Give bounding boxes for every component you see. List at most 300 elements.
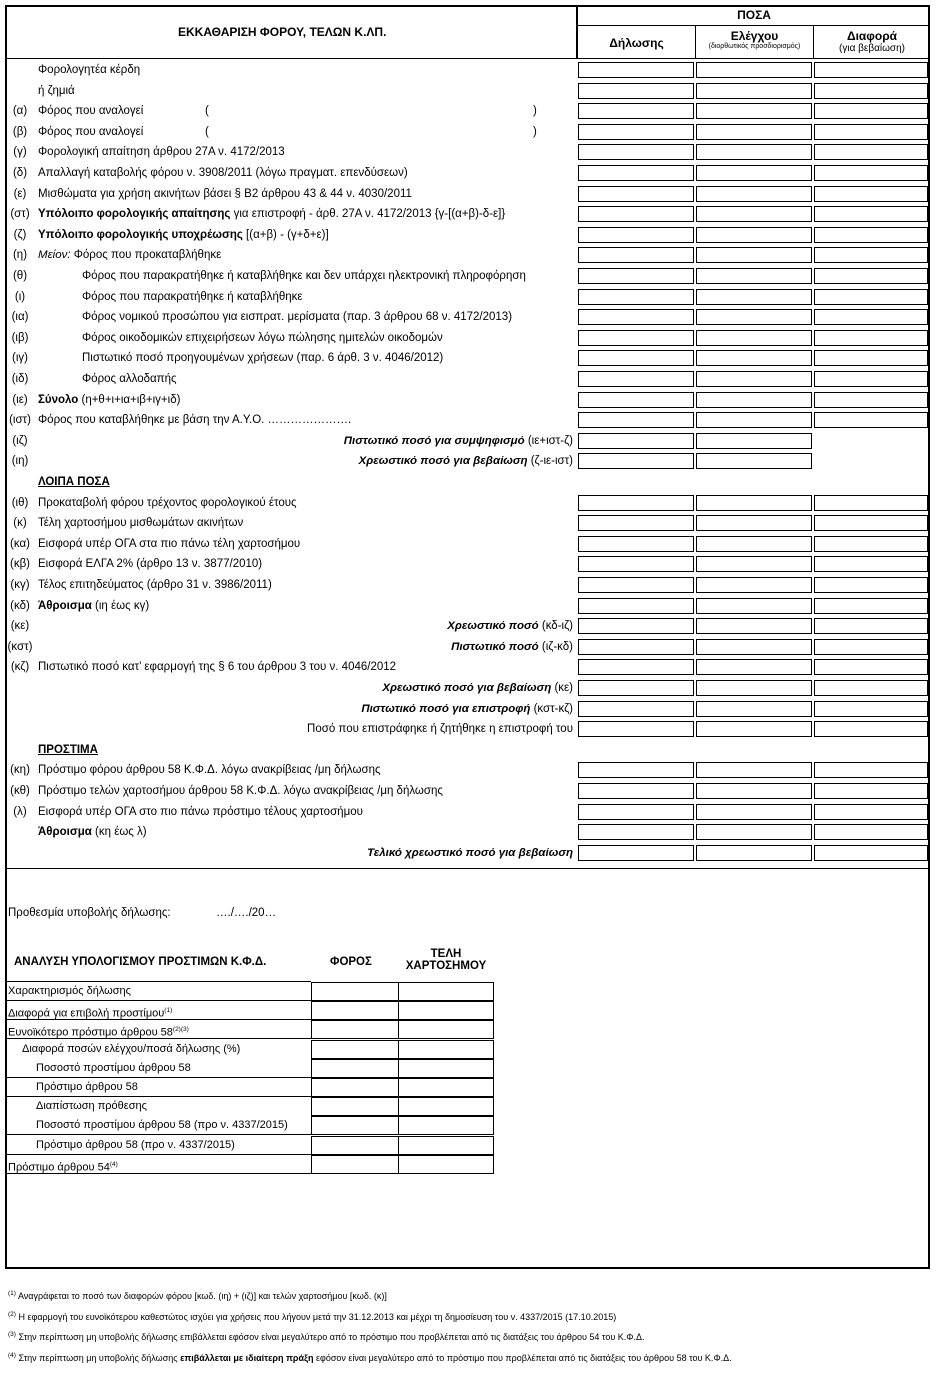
row-text: Εισφορά ΕΛΓΑ 2% (άρθρο 13 ν. 3877/2010) <box>38 558 263 571</box>
row-text: Φόρος νομικού προσώπου για εισπρατ. μερίσματα (παρ. 3 άρθρου 68 ν. 4172/2013) <box>82 311 513 324</box>
col-difference-sub: (για βεβαίωση) <box>839 43 905 54</box>
analysis-cell[interactable] <box>311 1155 399 1174</box>
amount-cell[interactable] <box>696 247 812 263</box>
analysis-row-label: Διαπίστωση πρόθεσης <box>36 1100 147 1113</box>
amount-cell[interactable] <box>578 845 694 861</box>
row-text: Μισθώματα για χρήση ακινήτων βάσει § Β2 άρθρου 43 & 44 ν. 4030/2011 <box>38 187 412 200</box>
amount-cell[interactable] <box>578 330 694 346</box>
col-audit-sub: (διορθωτικός προσδιορισμός) <box>708 43 801 50</box>
analysis-row <box>5 1136 311 1155</box>
amount-cell[interactable] <box>814 330 928 346</box>
row-code: (κστ) <box>7 640 33 653</box>
settlement-row <box>5 699 576 720</box>
row-label <box>38 163 408 184</box>
footnote <box>8 1290 387 1301</box>
settlement-row <box>5 307 576 328</box>
row-label <box>38 184 412 205</box>
settlement-row <box>5 245 576 266</box>
settlement-row <box>5 802 576 823</box>
amount-cell[interactable] <box>696 83 812 99</box>
row-text: Φόρος που παρακρατήθηκε ή καταβλήθηκε <box>82 290 303 303</box>
amount-cell[interactable] <box>696 350 812 366</box>
row-code: (ε) <box>13 187 27 200</box>
col-audit-header <box>696 26 814 59</box>
analysis-cell[interactable] <box>311 1040 399 1059</box>
settlement-row <box>5 348 576 369</box>
analysis-col-stamp <box>398 948 494 972</box>
row-label <box>38 554 262 575</box>
amount-cell[interactable] <box>696 433 812 449</box>
footnote-number: (2) <box>8 1310 16 1318</box>
amount-cell[interactable] <box>696 701 812 717</box>
amount-cell[interactable] <box>814 824 928 840</box>
settlement-row <box>5 740 576 761</box>
amount-cell[interactable] <box>814 783 928 799</box>
amount-cell[interactable] <box>696 639 812 655</box>
row-label <box>82 287 303 308</box>
amount-cell[interactable] <box>578 289 694 305</box>
analysis-row <box>5 1059 311 1078</box>
analysis-cell[interactable] <box>311 1020 399 1039</box>
row-text: Προκαταβολή φόρου τρέχοντος φορολογικού έτους <box>38 496 297 509</box>
analysis-cell[interactable] <box>398 1136 494 1155</box>
amount-cell[interactable] <box>696 618 812 634</box>
amount-cell[interactable] <box>814 124 928 140</box>
amount-cell[interactable] <box>696 412 812 428</box>
amount-cell[interactable] <box>696 103 812 119</box>
row-code: (κ) <box>13 517 27 530</box>
amount-cell[interactable] <box>814 495 928 511</box>
amount-cell[interactable] <box>578 639 694 655</box>
amount-cell[interactable] <box>578 515 694 531</box>
amounts-header-title: ΠΟΣΑ <box>578 5 930 26</box>
amount-cell[interactable] <box>696 124 812 140</box>
settlement-row <box>5 369 576 390</box>
row-bold: Υπόλοιπο φορολογικής απαίτησης <box>38 208 231 221</box>
row-label <box>38 781 443 802</box>
paren-close: ) <box>533 105 537 118</box>
amount-cell[interactable] <box>578 618 694 634</box>
analysis-cell[interactable] <box>311 1059 399 1078</box>
footnote-number: (3) <box>8 1331 16 1338</box>
amount-cell[interactable] <box>814 721 928 737</box>
amount-cell[interactable] <box>814 103 928 119</box>
footnote-bold: επιβάλλεται με ιδιαίτερη πράξη <box>180 1352 314 1363</box>
row-right-label <box>382 678 573 699</box>
row-right-label <box>367 843 573 864</box>
analysis-row <box>5 1001 311 1020</box>
amount-cell[interactable] <box>814 845 928 861</box>
analysis-row <box>5 1155 311 1174</box>
amount-cell[interactable] <box>696 515 812 531</box>
amount-cell[interactable] <box>696 556 812 572</box>
deadline-label: Προθεσμία υποβολής δήλωσης: <box>8 907 171 919</box>
amount-cell[interactable] <box>578 309 694 325</box>
row-label <box>82 328 443 349</box>
amount-cell[interactable] <box>696 577 812 593</box>
footnote-text: Η εφαρμογή του ευνοϊκότερου καθεστώτος ισχύει για χρήσεις που λήγουν μετά την 31.12.2013 και μέχρι τη δημοσίευση του ν. 4337/2015 (17.10.2015) <box>18 1311 617 1322</box>
paren-open: ( <box>205 105 209 118</box>
settlement-row <box>5 575 576 596</box>
row-right-label <box>344 431 573 452</box>
amount-cell[interactable] <box>814 412 928 428</box>
analysis-cell[interactable] <box>398 1078 494 1097</box>
amount-cell[interactable] <box>696 680 812 696</box>
amount-cell[interactable] <box>814 680 928 696</box>
row-code: (κε) <box>10 620 30 633</box>
row-formula: (κστ-κζ) <box>530 702 573 715</box>
row-right-label <box>447 616 573 637</box>
analysis-cell[interactable] <box>398 1020 494 1039</box>
analysis-cell[interactable] <box>311 1116 399 1135</box>
analysis-cell[interactable] <box>398 1097 494 1116</box>
row-text: Φορολογική απαίτηση άρθρου 27Α ν. 4172/2013 <box>38 146 285 159</box>
row-right-label <box>307 719 573 740</box>
amount-cell[interactable] <box>814 350 928 366</box>
section-heading: ΠΡΟΣΤΙΜΑ <box>38 743 98 756</box>
analysis-row <box>5 982 311 1001</box>
analysis-cell[interactable] <box>311 1097 399 1116</box>
amounts-header <box>576 5 930 59</box>
amount-cell[interactable] <box>696 536 812 552</box>
row-text: (ιη έως κγ) <box>91 599 150 612</box>
amount-cell[interactable] <box>814 762 928 778</box>
analysis-row-sup: (2)(3) <box>172 1026 189 1034</box>
settlement-row <box>5 101 576 122</box>
analysis-cell[interactable] <box>398 1116 494 1135</box>
settlement-row <box>5 637 576 658</box>
amount-cell[interactable] <box>814 598 928 614</box>
analysis-col-stamp-line1: ΤΕΛΗ <box>430 948 462 960</box>
amount-cell[interactable] <box>578 62 694 78</box>
row-text: Τέλη χαρτοσήμου μισθωμάτων ακινήτων <box>38 517 244 530</box>
amount-cell[interactable] <box>696 289 812 305</box>
amount-cell[interactable] <box>578 206 694 222</box>
amount-cell[interactable] <box>578 762 694 778</box>
row-label <box>38 142 285 163</box>
amount-cell[interactable] <box>696 783 812 799</box>
amount-cell[interactable] <box>578 103 694 119</box>
row-bold: Σύνολο <box>38 393 79 406</box>
analysis-top-line <box>5 981 311 982</box>
row-label <box>82 307 512 328</box>
amount-cell[interactable] <box>814 577 928 593</box>
row-text: Τέλος επιτηδεύματος (άρθρο 31 ν. 3986/2011) <box>38 579 272 591</box>
settlement-row <box>5 534 576 555</box>
amount-cell[interactable] <box>814 701 928 717</box>
row-label <box>82 266 526 287</box>
row-formula: (κε) <box>551 682 573 694</box>
amount-cell[interactable] <box>696 824 812 840</box>
row-text: Φόρος που προκαταβλήθηκε <box>70 249 222 262</box>
row-text: Πιστωτικό ποσό προηγουμένων χρήσεων (παρ. 6 άρθ. 3 ν. 4046/2012) <box>82 352 444 365</box>
analysis-row <box>5 1078 311 1097</box>
paren-close: ) <box>533 125 537 138</box>
amount-cell[interactable] <box>578 680 694 696</box>
row-text: Εισφορά υπέρ ΟΓΑ στα πιο πάνω τέλη χαρτοσήμου <box>38 537 301 550</box>
row-bold-italic: Χρεωστικό ποσό για βεβαίωση <box>358 455 528 468</box>
row-text: Φορολογητέα κέρδη <box>38 64 141 76</box>
settlement-row <box>5 184 576 205</box>
row-label <box>38 81 75 102</box>
row-right-label <box>361 699 573 720</box>
row-code: (κδ) <box>10 599 30 612</box>
footnote-number: (4) <box>8 1351 16 1359</box>
analysis-row-sup: (1) <box>164 1007 173 1015</box>
row-formula: (ζ-ιε-ιστ) <box>527 455 573 468</box>
amount-cell[interactable] <box>578 186 694 202</box>
footnote-number: (1) <box>8 1290 16 1297</box>
row-text: Φόρος που καταβλήθηκε με βάση την Α.Υ.Ο. …………………. <box>38 414 352 427</box>
amount-cell[interactable] <box>578 659 694 675</box>
amount-cell[interactable] <box>814 83 928 99</box>
analysis-row-label: Ποσοστό προστίμου άρθρου 58 <box>36 1061 191 1074</box>
analysis-col-stamp-line2: ΧΑΡΤΟΣΗΜΟΥ <box>405 960 487 972</box>
amount-cell[interactable] <box>578 165 694 181</box>
row-formula: (κδ-ιζ) <box>538 620 573 633</box>
settlement-row <box>5 493 576 514</box>
row-bold: Άθροισμα <box>38 826 92 839</box>
row-code: (θ) <box>12 270 28 282</box>
amount-cell[interactable] <box>578 124 694 140</box>
row-label <box>38 410 351 431</box>
settlement-row <box>5 81 576 102</box>
amount-cell[interactable] <box>578 227 694 243</box>
amount-cell[interactable] <box>578 824 694 840</box>
amount-cell[interactable] <box>696 227 812 243</box>
row-code: (α) <box>12 105 28 118</box>
settlement-row <box>5 596 576 617</box>
amount-cell[interactable] <box>814 144 928 160</box>
analysis-row <box>5 1116 311 1135</box>
amount-cell[interactable] <box>696 453 812 469</box>
row-text: Εισφορά υπέρ ΟΓΑ στο πιο πάνω πρόστιμο τέλους χαρτοσήμου <box>38 805 363 818</box>
amount-cell[interactable] <box>696 62 812 78</box>
amount-cell[interactable] <box>578 536 694 552</box>
amount-cell[interactable] <box>578 392 694 408</box>
amount-cell[interactable] <box>814 186 928 202</box>
row-code: (ζ) <box>13 228 27 241</box>
analysis-row-label: Πρόστιμο άρθρου 54 <box>8 1161 110 1174</box>
settlement-row <box>5 142 576 163</box>
amount-cell[interactable] <box>696 268 812 284</box>
col-audit-label: Ελέγχου <box>730 29 779 43</box>
amount-cell[interactable] <box>814 227 928 243</box>
analysis-cell[interactable] <box>398 1040 494 1059</box>
analysis-row-label: Ποσοστό προστίμου άρθρου 58 (προ ν. 4337/2015) <box>36 1119 288 1132</box>
footnote-text: Αναγράφεται το ποσό των διαφορών φόρου [κωδ. (ιη) + (ιζ)] και τελών χαρτοσήμου [κωδ. (κ)] <box>17 1291 387 1301</box>
row-bold-italic: Πιστωτικό ποσό <box>451 640 539 653</box>
analysis-row <box>5 1097 311 1116</box>
amount-cell[interactable] <box>814 309 928 325</box>
analysis-cell[interactable] <box>311 1001 399 1020</box>
amount-cell[interactable] <box>814 515 928 531</box>
row-formula: (ιε+ιστ-ζ) <box>524 434 573 447</box>
amount-cell[interactable] <box>578 268 694 284</box>
amount-cell[interactable] <box>696 206 812 222</box>
amount-cell[interactable] <box>696 165 812 181</box>
row-right-label <box>359 451 573 472</box>
amount-cell[interactable] <box>696 392 812 408</box>
analysis-row-label: Ευνοϊκότερο πρόστιμο άρθρου 58 <box>8 1027 173 1040</box>
analysis-cell[interactable] <box>398 1155 494 1174</box>
amount-cell[interactable] <box>696 659 812 675</box>
row-label <box>38 60 140 81</box>
row-text: για επιστροφή - άρθ. 27Α ν. 4172/2013 {γ-[(α+β)-δ-ε]} <box>230 208 506 221</box>
row-label <box>38 760 381 781</box>
amount-cell[interactable] <box>814 62 928 78</box>
amount-cell[interactable] <box>578 721 694 737</box>
analysis-cell[interactable] <box>398 1059 494 1078</box>
row-bold-italic: Πιστωτικό ποσό για συμψηφισμό <box>343 434 525 447</box>
amount-cell[interactable] <box>814 536 928 552</box>
analysis-cell[interactable] <box>311 1136 399 1155</box>
row-code: (κθ) <box>10 785 30 797</box>
amount-cell[interactable] <box>578 350 694 366</box>
amount-cell[interactable] <box>696 144 812 160</box>
row-right-label <box>451 637 573 658</box>
row-code: (στ) <box>10 208 30 221</box>
row-label <box>38 225 329 246</box>
settlement-row <box>5 328 576 349</box>
amount-cell[interactable] <box>696 186 812 202</box>
amount-cell[interactable] <box>814 206 928 222</box>
row-label <box>38 245 221 266</box>
row-code: (ιβ) <box>11 331 29 344</box>
deadline-line <box>8 907 277 919</box>
footnote-text: Στην περίπτωση μη υποβολής δήλωσης επιβάλλεται εφόσον είναι μεγαλύτερο από το πρόστιμο που προβλέπεται από τις διατάξεις του άρθρου 54 του Κ.Φ.Δ. <box>18 1332 645 1342</box>
analysis-title: ΑΝΑΛΥΣΗ ΥΠΟΛΟΓΙΣΜΟΥ ΠΡΟΣΤΙΜΩΝ Κ.Φ.Δ. <box>14 956 267 968</box>
settlement-row <box>5 822 576 843</box>
row-code: (κβ) <box>9 558 31 571</box>
row-text: Φόρος που αναλογεί <box>38 125 144 138</box>
amount-cell[interactable] <box>578 577 694 593</box>
amount-cell[interactable] <box>578 371 694 387</box>
row-text: Φόρος αλλοδαπής <box>82 373 177 385</box>
row-label <box>38 204 505 225</box>
amount-cell[interactable] <box>578 453 694 469</box>
amount-cell[interactable] <box>696 309 812 325</box>
settlement-row <box>5 554 576 575</box>
col-difference-label: Διαφορά <box>846 29 898 43</box>
analysis-cell[interactable] <box>398 982 494 1001</box>
row-code: (ιδ) <box>11 373 29 385</box>
amount-cell[interactable] <box>696 721 812 737</box>
row-label <box>38 513 243 534</box>
amount-cell[interactable] <box>578 783 694 799</box>
amount-cell[interactable] <box>578 556 694 572</box>
amount-cell[interactable] <box>814 165 928 181</box>
row-label <box>38 822 147 843</box>
row-text: Φόρος που αναλογεί <box>38 105 144 118</box>
row-code: (δ) <box>12 167 28 179</box>
row-bold-italic: Τελικό χρεωστικό ποσό για βεβαίωση <box>367 846 573 859</box>
amount-cell[interactable] <box>578 804 694 820</box>
row-formula: (ιζ-κδ) <box>538 640 573 653</box>
settlement-row <box>5 472 576 493</box>
amount-cell[interactable] <box>696 762 812 778</box>
amount-cell[interactable] <box>578 83 694 99</box>
row-text: Πρόστιμο φόρου άρθρου 58 Κ.Φ.Δ. λόγω ανακρίβειας /μη δήλωσης <box>38 764 381 777</box>
paren-open: ( <box>205 125 209 138</box>
amount-cell[interactable] <box>578 247 694 263</box>
amount-cell[interactable] <box>814 268 928 284</box>
row-code: (ιη) <box>11 455 29 468</box>
settlement-row <box>5 657 576 678</box>
row-italic: Μείον: <box>38 249 71 262</box>
amount-cell[interactable] <box>814 804 928 820</box>
settlement-row <box>5 431 576 452</box>
analysis-row-label: Χαρακτηρισμός δήλωσης <box>8 985 131 997</box>
amount-cell[interactable] <box>696 495 812 511</box>
row-text: [(α+β) - (γ+δ+ε)] <box>242 228 329 241</box>
col-difference-header <box>814 26 930 59</box>
amount-cell[interactable] <box>578 433 694 449</box>
row-bold: Άθροισμα <box>38 599 92 612</box>
row-bold: Υπόλοιπο φορολογικής υποχρέωσης <box>38 228 243 241</box>
row-label <box>38 575 272 596</box>
footnote <box>8 1311 616 1322</box>
row-code: (κη) <box>10 764 30 777</box>
amount-cell[interactable] <box>578 144 694 160</box>
amount-cell[interactable] <box>814 247 928 263</box>
row-text: Φόρος που παρακρατήθηκε ή καταβλήθηκε και δεν υπάρχει ηλεκτρονική πληροφόρηση <box>82 270 526 282</box>
row-label <box>38 534 300 555</box>
analysis-cell[interactable] <box>311 1078 399 1097</box>
section-divider <box>5 868 930 869</box>
amount-cell[interactable] <box>814 556 928 572</box>
amount-cell[interactable] <box>696 804 812 820</box>
analysis-row-label: Πρόστιμο άρθρου 58 <box>36 1081 138 1093</box>
settlement-row <box>5 122 576 143</box>
row-code: (ια) <box>11 311 29 324</box>
footnote <box>8 1331 644 1342</box>
row-text: Πρόστιμο τελών χαρτοσήμου άρθρου 58 Κ.Φ.Δ. λόγω ανακρίβειας /μη δήλωσης <box>38 785 443 797</box>
row-label <box>38 390 180 411</box>
analysis-row-label: Διαφορά ποσών ελέγχου/ποσά δήλωσης (%) <box>22 1042 241 1055</box>
amount-cell[interactable] <box>578 495 694 511</box>
amount-cell[interactable] <box>696 330 812 346</box>
row-code: (κγ) <box>10 579 30 591</box>
amount-cell[interactable] <box>696 845 812 861</box>
row-code: (ιγ) <box>12 352 28 365</box>
row-label <box>38 493 297 514</box>
row-text: (κη έως λ) <box>91 826 147 839</box>
amount-cell[interactable] <box>696 598 812 614</box>
analysis-cell[interactable] <box>311 982 399 1001</box>
settlement-row <box>5 266 576 287</box>
amount-cell[interactable] <box>578 701 694 717</box>
analysis-cell[interactable] <box>398 1001 494 1020</box>
amount-cell[interactable] <box>814 618 928 634</box>
footnote-pre: Στην περίπτωση μη υποβολής δήλωσης <box>18 1352 181 1363</box>
amount-cell[interactable] <box>814 392 928 408</box>
amount-cell[interactable] <box>696 371 812 387</box>
amount-cell[interactable] <box>578 412 694 428</box>
row-code: (η) <box>12 249 28 262</box>
amount-cell[interactable] <box>814 639 928 655</box>
amount-cell[interactable] <box>814 289 928 305</box>
col-declaration-header: Δήλωσης <box>578 26 696 59</box>
row-text: Πιστωτικό ποσό κατ’ εφαρμογή της § 6 του άρθρου 3 του ν. 4046/2012 <box>38 661 397 674</box>
amount-cell[interactable] <box>578 598 694 614</box>
row-code: (γ) <box>13 146 27 159</box>
analysis-row <box>5 1040 311 1059</box>
amount-cell[interactable] <box>814 659 928 675</box>
footnote-text: εφόσον είναι μεγαλύτερο από το πρόστιμο που προβλέπεται από τις διατάξεις του άρθρου 58 του Κ.Φ.Δ. <box>313 1352 732 1363</box>
amount-cell[interactable] <box>814 371 928 387</box>
section-heading: ΛΟΙΠΑ ΠΟΣΑ <box>38 476 110 488</box>
